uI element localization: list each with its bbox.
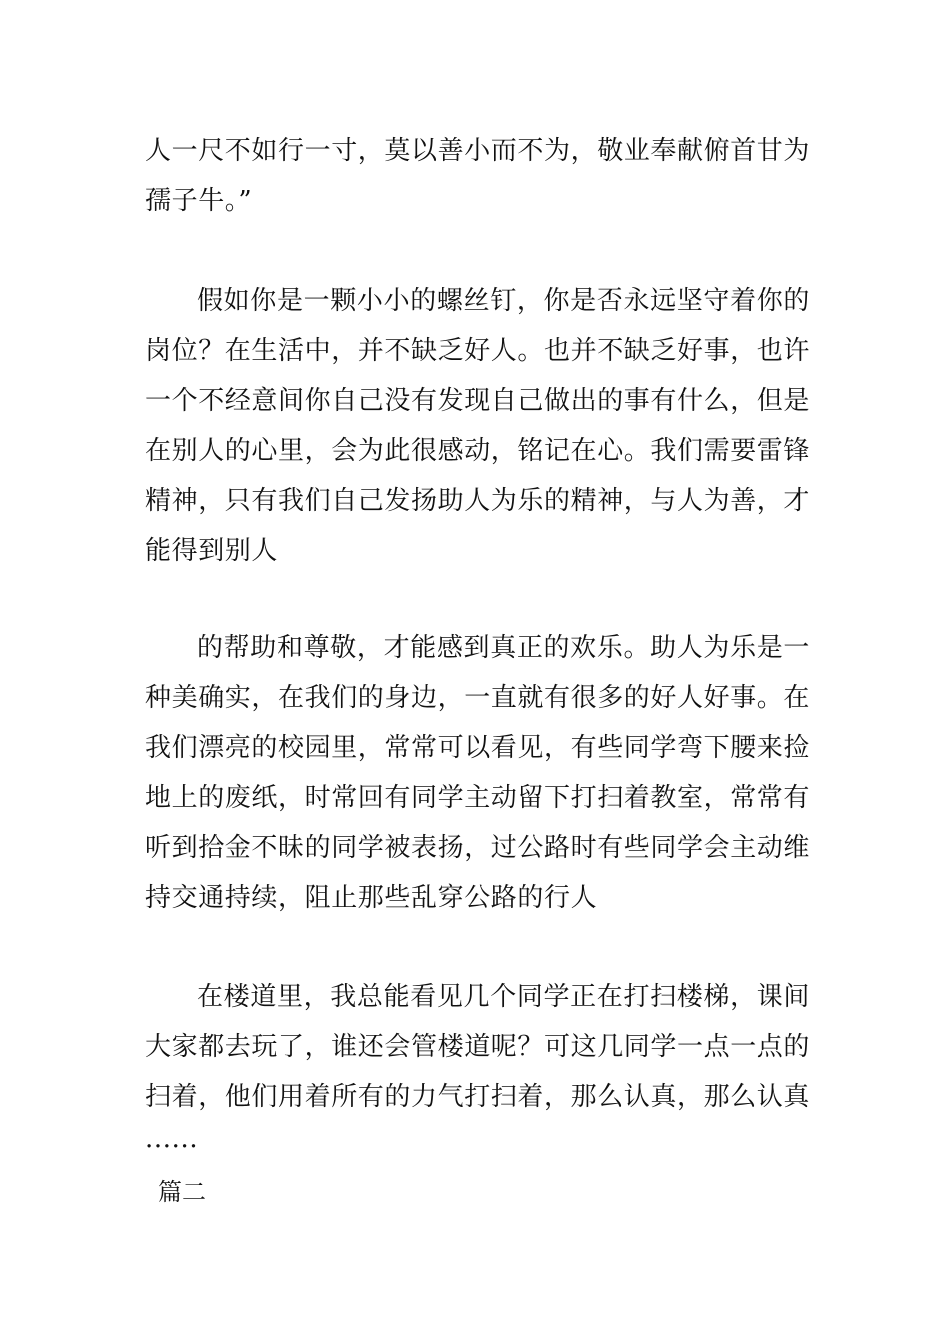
paragraph-continuation: 人一尺不如行一寸，莫以善小而不为，敬业奉献俯首甘为孺子牛。” [145, 136, 811, 216]
paragraph-stairway: 在楼道里，我总能看见几个同学正在打扫楼梯，课间大家都去玩了，谁还会管楼道呢？可这几同学一点一点的扫着，他们用着所有的力气打扫着，那么认真，那么认真······ [145, 982, 811, 1162]
paragraph-campus: 的帮助和尊敬，才能感到真正的欢乐。助人为乐是一种美确实，在我们的身边，一直就有很多的好人好事。在我们漂亮的校园里，常常可以看见，有些同学弯下腰来捡地上的废纸，时常回有同学主动留下打扫着教室，常常有听到拾金不昧的同学被表扬，过公路时有些同学会主动维持交通持续，阻止那些乱穿公路的行人 [145, 633, 811, 913]
paragraph-screw: 假如你是一颗小小的螺丝钉，你是否永远坚守着你的岗位？在生活中，并不缺乏好人。也并不缺乏好事，也许一个不经意间你自己没有发现自己做出的事有什么，但是在别人的心里，会为此很感动，铭记在心。我们需要雷锋精神，只有我们自己发扬助人为乐的精神，与人为善，才能得到别人 [145, 286, 811, 566]
section-heading: 篇二 [158, 1178, 206, 1206]
